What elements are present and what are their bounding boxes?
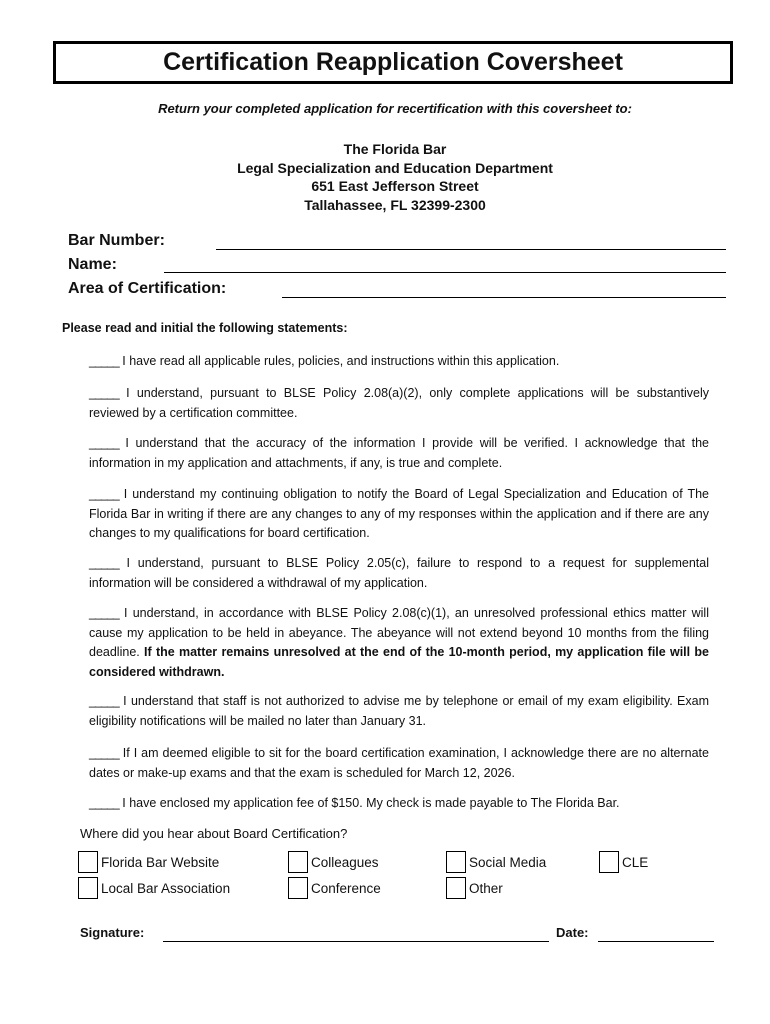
statement-7 (89, 692, 709, 731)
option-label: Florida Bar Website (101, 854, 220, 870)
option-local-bar-association (78, 877, 230, 899)
option-label: Social Media (469, 854, 547, 870)
statement-text: I understand that staff is not authorized to advise me by telephone or email of my exam eligibility. Exam eligibility notifications will be mailed no later than January 31. (89, 694, 709, 728)
initial-blank[interactable]: _____ (89, 436, 119, 450)
initial-blank[interactable]: _____ (89, 606, 119, 620)
mailing-address (0, 140, 770, 214)
bar-number-label: Bar Number: (68, 232, 165, 249)
referral-question: Where did you hear about Board Certification? (80, 826, 348, 841)
option-cle (599, 851, 648, 873)
social-media-checkbox[interactable] (446, 851, 466, 873)
instructions-heading: Please read and initial the following statements: (62, 321, 348, 335)
statement-5 (89, 554, 709, 593)
initial-blank[interactable]: _____ (89, 354, 119, 368)
statement-text: I understand, pursuant to BLSE Policy 2.08(a)(2), only complete applications will be substantively reviewed by a certification committee. (89, 386, 709, 420)
area-of-certification-field[interactable] (282, 297, 726, 298)
colleagues-checkbox[interactable] (288, 851, 308, 873)
option-other (446, 877, 503, 899)
statement-8 (89, 744, 709, 783)
statement-1 (89, 352, 709, 372)
address-line-street: 651 East Jefferson Street (311, 178, 479, 194)
statement-9 (89, 794, 709, 814)
initial-blank[interactable]: _____ (89, 796, 119, 810)
statement-text: I understand, pursuant to BLSE Policy 2.05(c), failure to respond to a request for supplemental information will be considered a withdrawal of my application. (89, 556, 709, 590)
initial-blank[interactable]: _____ (89, 556, 119, 570)
florida-bar-website-checkbox[interactable] (78, 851, 98, 873)
signature-label: Signature: (80, 925, 145, 940)
statement-6 (89, 604, 709, 682)
address-line-city: Tallahassee, FL 32399-2300 (304, 196, 486, 213)
other-checkbox[interactable] (446, 877, 466, 899)
option-colleagues (288, 851, 379, 873)
local-bar-association-checkbox[interactable] (78, 877, 98, 899)
statement-2 (89, 384, 709, 423)
statement-3 (89, 434, 709, 473)
document-title: Certification Reapplication Coversheet (53, 41, 733, 84)
subtitle: Return your completed application for recertification with this coversheet to: (158, 101, 632, 116)
address-line-department: Legal Specialization and Education Department (237, 159, 553, 176)
date-field[interactable] (598, 941, 714, 942)
statement-bold-text: If the matter remains unresolved at the end of the 10-month period, my application file will be considered withdrawn. (89, 645, 709, 679)
name-field[interactable] (164, 272, 726, 273)
conference-checkbox[interactable] (288, 877, 308, 899)
statement-text: I understand that the accuracy of the information I provide will be verified. I acknowledge that the information in my application and attachments, if any, is true and complete. (89, 436, 709, 470)
statement-text: I understand, in accordance with BLSE Policy 2.08(c)(1), an unresolved professional ethics matter will cause my application to be held in abeyance. The abeyance will not extend beyond 10 months from the filing deadline. (89, 606, 709, 659)
option-florida-bar-website (78, 851, 219, 873)
address-line-organization: The Florida Bar (343, 141, 447, 157)
cle-checkbox[interactable] (599, 851, 619, 873)
option-conference (288, 877, 381, 899)
initial-blank[interactable]: _____ (89, 487, 119, 501)
statement-text: I understand my continuing obligation to notify the Board of Legal Specialization and Education of The Florida Bar in writing if there are any changes to any of my responses within the application and if there are any changes to my qualifications for board certification. (89, 487, 709, 540)
option-label: Conference (311, 880, 381, 896)
statement-text: I have read all applicable rules, policies, and instructions within this application. (122, 354, 560, 368)
option-label: Colleagues (311, 854, 379, 870)
statement-text: I have enclosed my application fee of $150. My check is made payable to The Florida Bar. (122, 796, 620, 810)
initial-blank[interactable]: _____ (89, 386, 119, 400)
option-label: CLE (622, 854, 649, 870)
statement-4 (89, 485, 709, 544)
area-of-certification-label: Area of Certification: (68, 280, 227, 297)
name-label: Name: (68, 256, 117, 273)
date-label: Date: (556, 925, 589, 940)
option-label: Local Bar Association (101, 880, 231, 896)
initial-blank[interactable]: _____ (89, 746, 119, 760)
option-social-media (446, 851, 546, 873)
bar-number-field[interactable] (216, 249, 726, 250)
signature-field[interactable] (163, 941, 549, 942)
option-label: Other (469, 880, 503, 896)
initial-blank[interactable]: _____ (89, 694, 119, 708)
statement-text: If I am deemed eligible to sit for the board certification examination, I acknowledge there are no alternate dates or make-up exams and that the exam is scheduled for March 12, 2026. (89, 746, 709, 780)
